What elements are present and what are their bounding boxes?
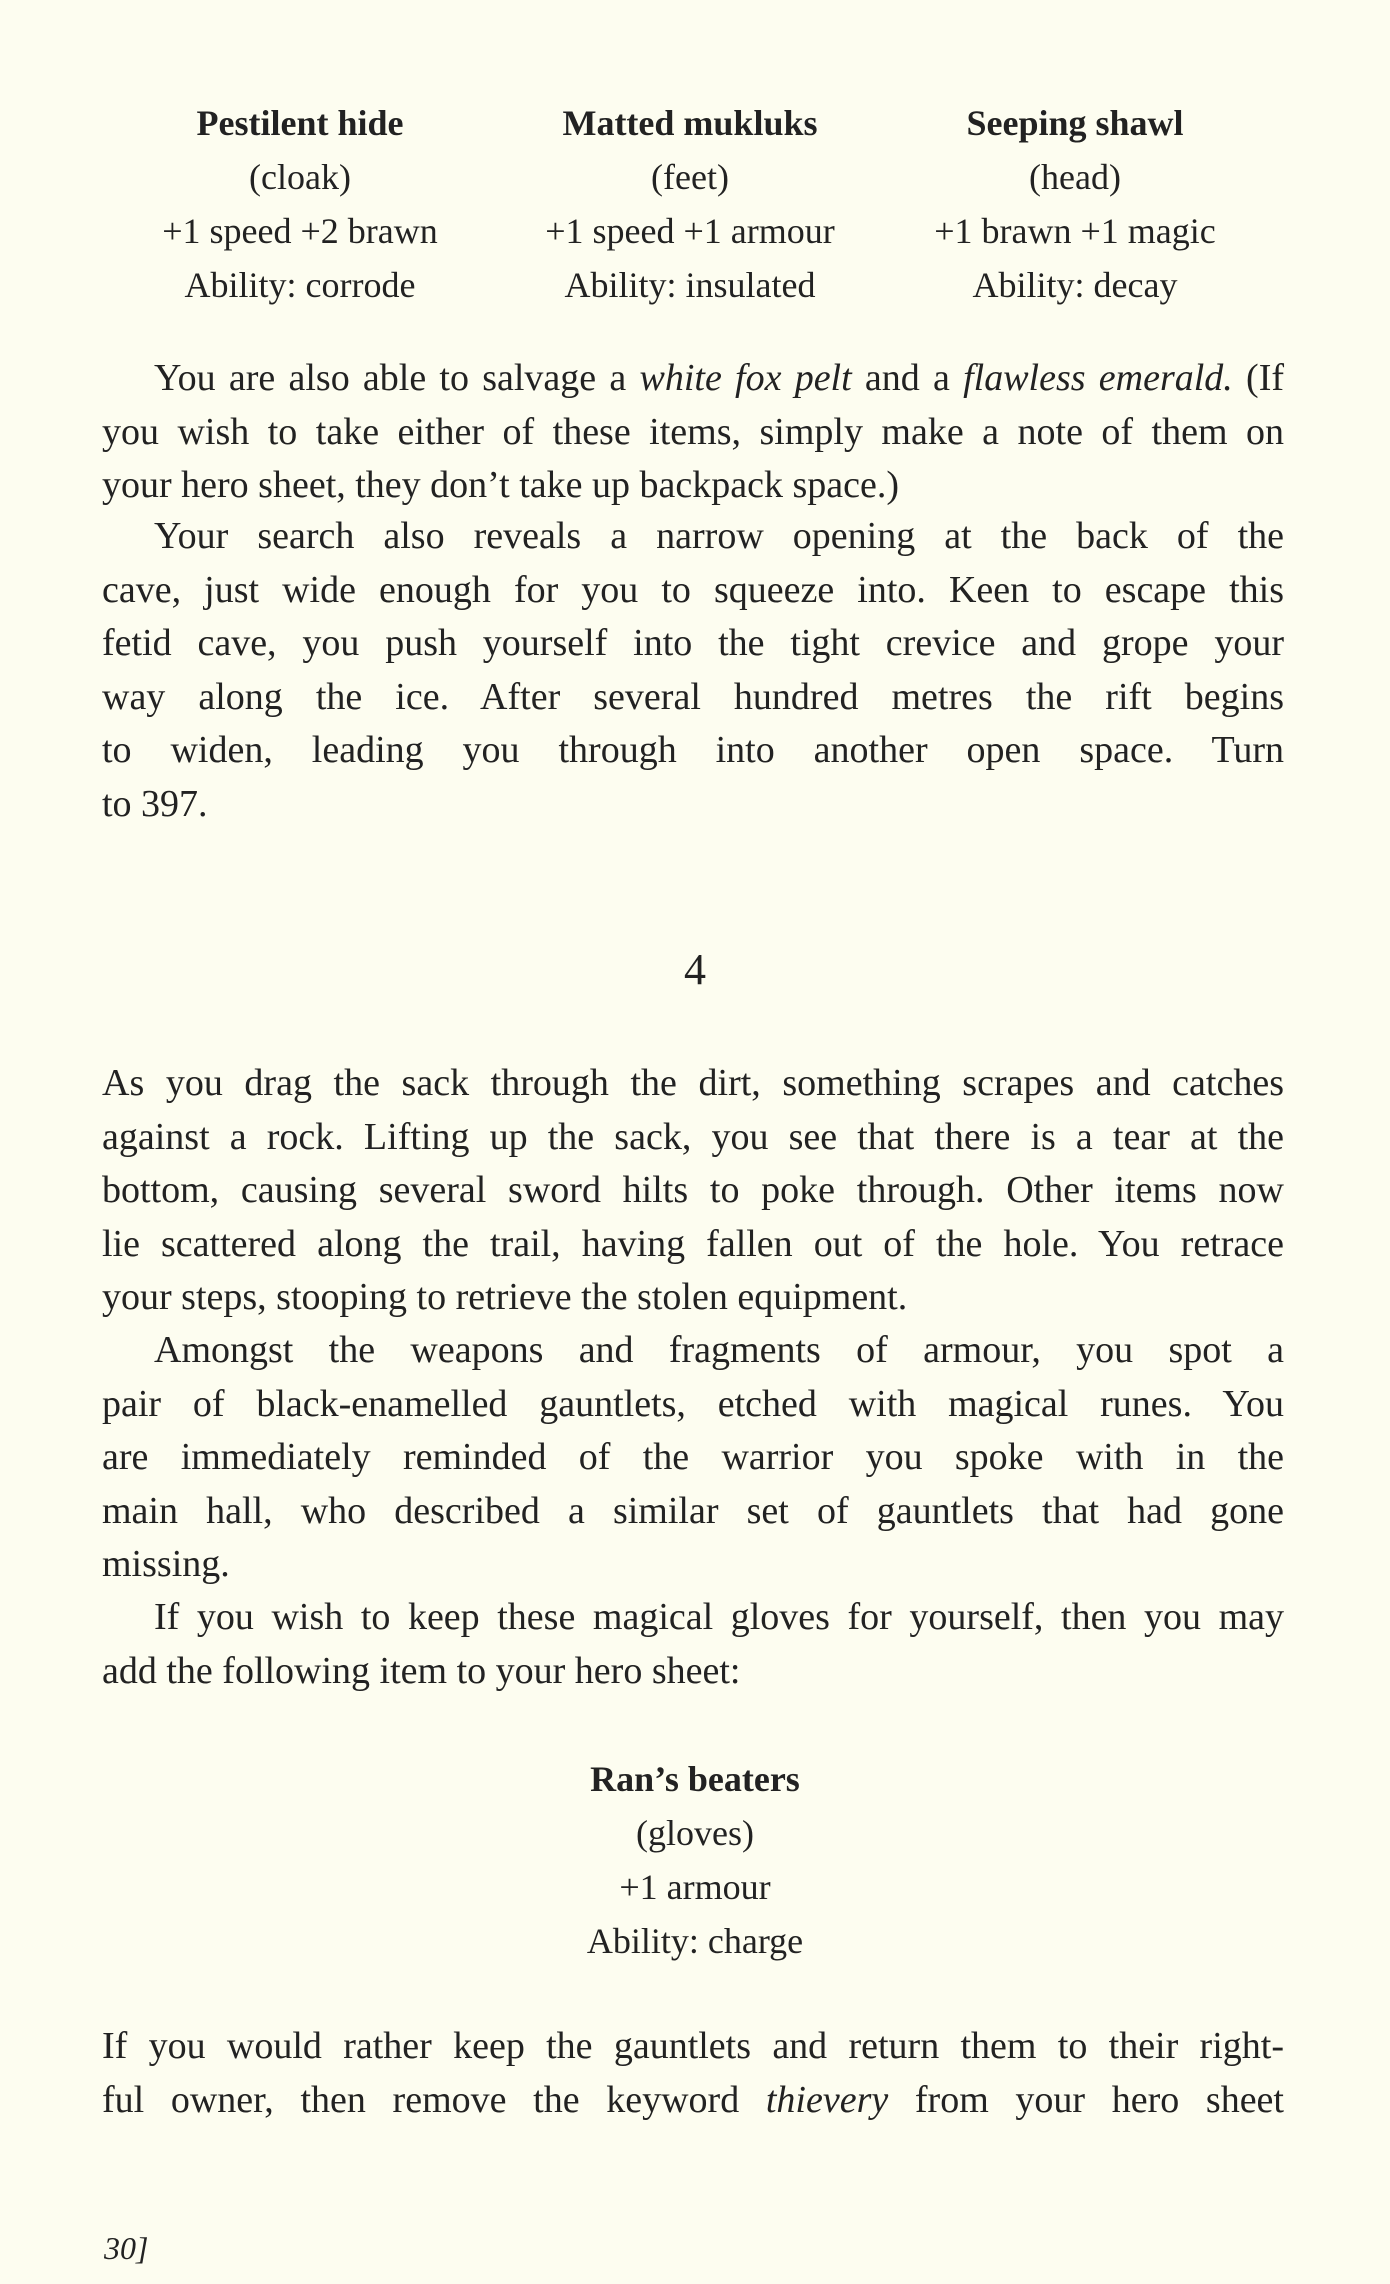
text-line: pair of black-enamelled gauntlets, etched with magical runes. You <box>102 1382 1284 1425</box>
paragraph-gauntlets <box>102 1324 1284 1592</box>
text-line: against a rock. Lifting up the sack, you see that there is a tear at the <box>102 1115 1284 1158</box>
page-number: 30] <box>104 2230 149 2266</box>
text-line: missing. <box>102 1543 230 1585</box>
item-card <box>875 96 1275 312</box>
keyword-emphasis: thievery <box>765 2078 889 2121</box>
item-name: Matted mukluks <box>562 103 818 143</box>
text-line: ful owner, then remove the keyword thievery from your hero sheet <box>102 2078 1284 2121</box>
text-line: your hero sheet, they don’t take up backpack space.) <box>102 464 899 506</box>
text-line: Amongst the weapons and fragments of armour, you spot a <box>154 1329 1284 1371</box>
text-line: are immediately reminded of the warrior you spoke with in the <box>102 1436 1284 1478</box>
text-line: to widen, leading you through into another open space. Turn <box>102 729 1284 771</box>
item-name: Ran’s beaters <box>590 1759 800 1799</box>
text-line: Your search also reveals a narrow opening at the back of the <box>154 515 1284 557</box>
item-emphasis: flawless emerald. <box>963 357 1233 399</box>
text-line: cave, just wide enough for you to squeeze into. Keen to escape this <box>102 568 1284 611</box>
text-line: If you would rather keep the gauntlets and return them to their right- <box>102 2025 1284 2067</box>
text-line: bottom, causing several sword hilts to poke through. Other items now <box>102 1169 1284 1211</box>
item-stats: +1 armour <box>619 1867 771 1907</box>
paragraph-opening <box>102 510 1284 831</box>
text-line: If you wish to keep these magical gloves for yourself, then you may <box>154 1596 1284 1638</box>
paragraph-sack <box>102 1057 1284 1325</box>
item-name: Pestilent hide <box>196 103 404 143</box>
item-ability: Ability: corrode <box>184 265 416 305</box>
item-stats: +1 speed +1 armour <box>545 211 835 251</box>
text-line: add the following item to your hero sheet: <box>102 1649 741 1692</box>
text-line: you wish to take either of these items, simply make a note of them on <box>102 410 1284 453</box>
item-slot: (feet) <box>651 157 729 197</box>
text-line: You are also able to salvage a white fox pelt and a flawless emerald. (If <box>154 357 1285 399</box>
item-ability: Ability: decay <box>972 265 1178 305</box>
item-slot: (head) <box>1029 157 1121 197</box>
item-card <box>100 96 500 312</box>
item-name: Seeping shawl <box>966 103 1184 143</box>
item-emphasis: white fox pelt <box>639 357 852 399</box>
text-line: As you drag the sack through the dirt, something scrapes and catches <box>102 1062 1284 1104</box>
text-line: way along the ice. After several hundred metres the rift begins <box>102 675 1284 718</box>
text-line: fetid cave, you push yourself into the tight crevice and grope your <box>102 622 1284 664</box>
item-slot: (gloves) <box>636 1813 754 1853</box>
text-line: main hall, who described a similar set of gauntlets that had gone <box>102 1489 1284 1532</box>
item-stats: +1 speed +2 brawn <box>162 211 438 251</box>
item-stats: +1 brawn +1 magic <box>934 211 1216 251</box>
item-slot: (cloak) <box>249 157 351 197</box>
item-list <box>100 96 1290 316</box>
item-card <box>495 1752 895 1968</box>
paragraph-return <box>102 2020 1284 2127</box>
paragraph-keep <box>102 1591 1284 1698</box>
item-ability: Ability: insulated <box>564 265 816 305</box>
section-number: 4 <box>684 945 706 994</box>
item-ability: Ability: charge <box>586 1921 804 1961</box>
paragraph-salvage <box>102 352 1284 513</box>
text-line: your steps, stooping to retrieve the stolen equipment. <box>102 1276 908 1318</box>
item-card <box>490 96 890 312</box>
text-line: lie scattered along the trail, having fallen out of the hole. You retrace <box>102 1222 1284 1265</box>
text-line: to 397. <box>102 782 208 825</box>
